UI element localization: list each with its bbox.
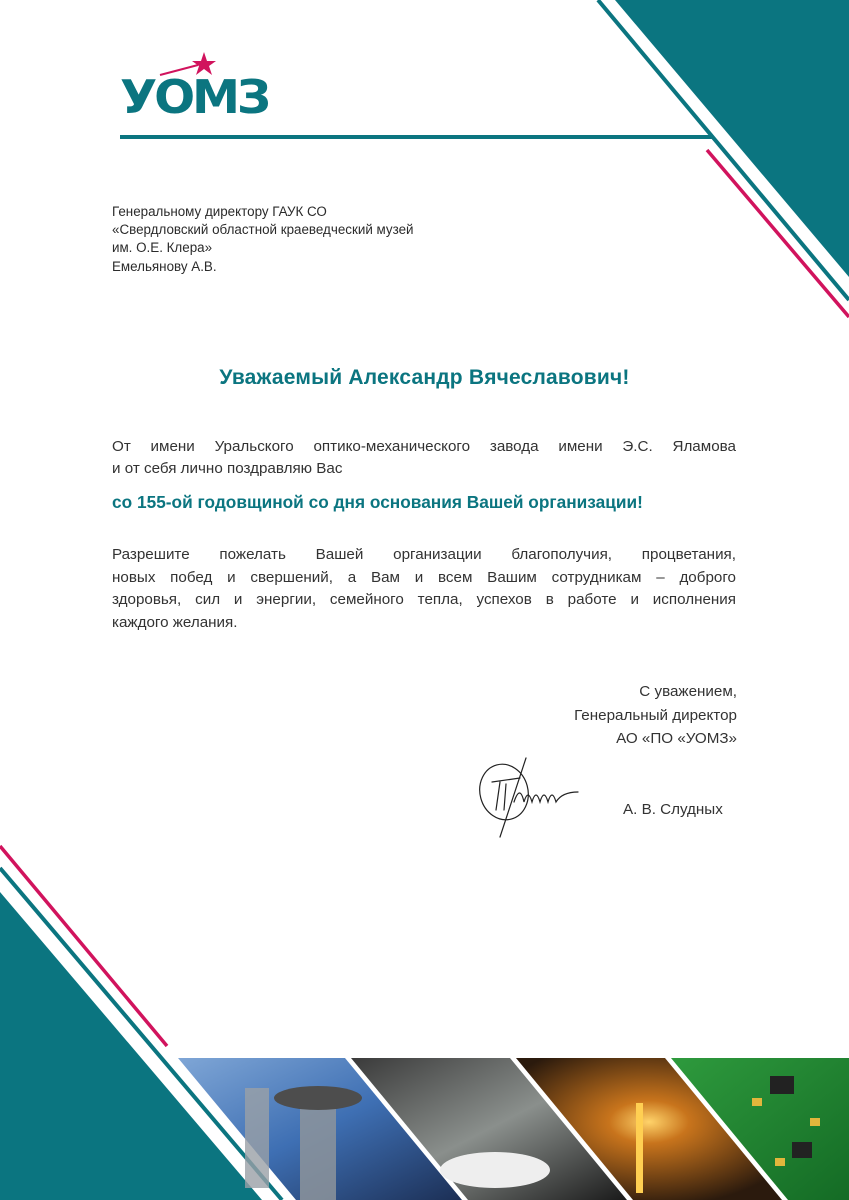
- recipient-address: [112, 203, 414, 276]
- pcb-chip: [770, 1076, 794, 1094]
- signer-name: А. В. Слудных: [623, 801, 723, 818]
- recipient-line: Емельянову А.В.: [112, 258, 217, 274]
- logo-wordmark: УОМЗ: [120, 70, 269, 124]
- closing-line: АО «ПО «УОМЗ»: [616, 730, 737, 747]
- pcb-capacitor: [775, 1158, 785, 1166]
- intro-line: От имени Уральского оптико-механического завода имени Э.С. Яламова: [112, 438, 736, 455]
- salutation-heading: Уважаемый Александр Вячеславович!: [219, 366, 630, 389]
- machinery-spindle: [245, 1088, 269, 1188]
- wishes-line: новых побед и свершений, а Вам и всем Вашим сотрудникам – доброго: [112, 568, 736, 586]
- intro-paragraph: [112, 436, 736, 480]
- recipient-line: им. О.Е. Клера»: [112, 240, 213, 256]
- pcb-capacitor: [810, 1118, 820, 1126]
- handwritten-signature: [470, 752, 620, 842]
- pcb-chip: [792, 1142, 812, 1158]
- closing-line: С уважением,: [639, 683, 737, 700]
- molten-metal-pour: [636, 1103, 643, 1193]
- wishes-line: каждого желания.: [112, 613, 238, 631]
- wishes-line: здоровья, сил и энергии, семейного тепла, успехов в работе и исполнения: [112, 591, 736, 608]
- polishing-plate: [440, 1152, 550, 1188]
- intro-line: и от себя лично поздравляю Вас: [112, 460, 343, 477]
- machinery-disc: [274, 1086, 362, 1110]
- closing-line: Генеральный директор: [574, 706, 737, 724]
- wishes-paragraph: [112, 544, 736, 634]
- machinery-spindle: [300, 1098, 336, 1200]
- closing-block: [574, 680, 737, 751]
- recipient-line: Генеральному директору ГАУК СО: [112, 204, 327, 219]
- anniversary-highlight: со 155-ой годовщиной со дня основания Вашей организации!: [112, 492, 643, 512]
- wishes-line: Разрешите пожелать Вашей организации благополучия, процветания,: [112, 546, 736, 563]
- company-logo: [118, 50, 278, 130]
- pcb-capacitor: [752, 1098, 762, 1106]
- recipient-line: «Свердловский областной краеведческий музей: [112, 222, 414, 238]
- photo-strip: [0, 1058, 849, 1200]
